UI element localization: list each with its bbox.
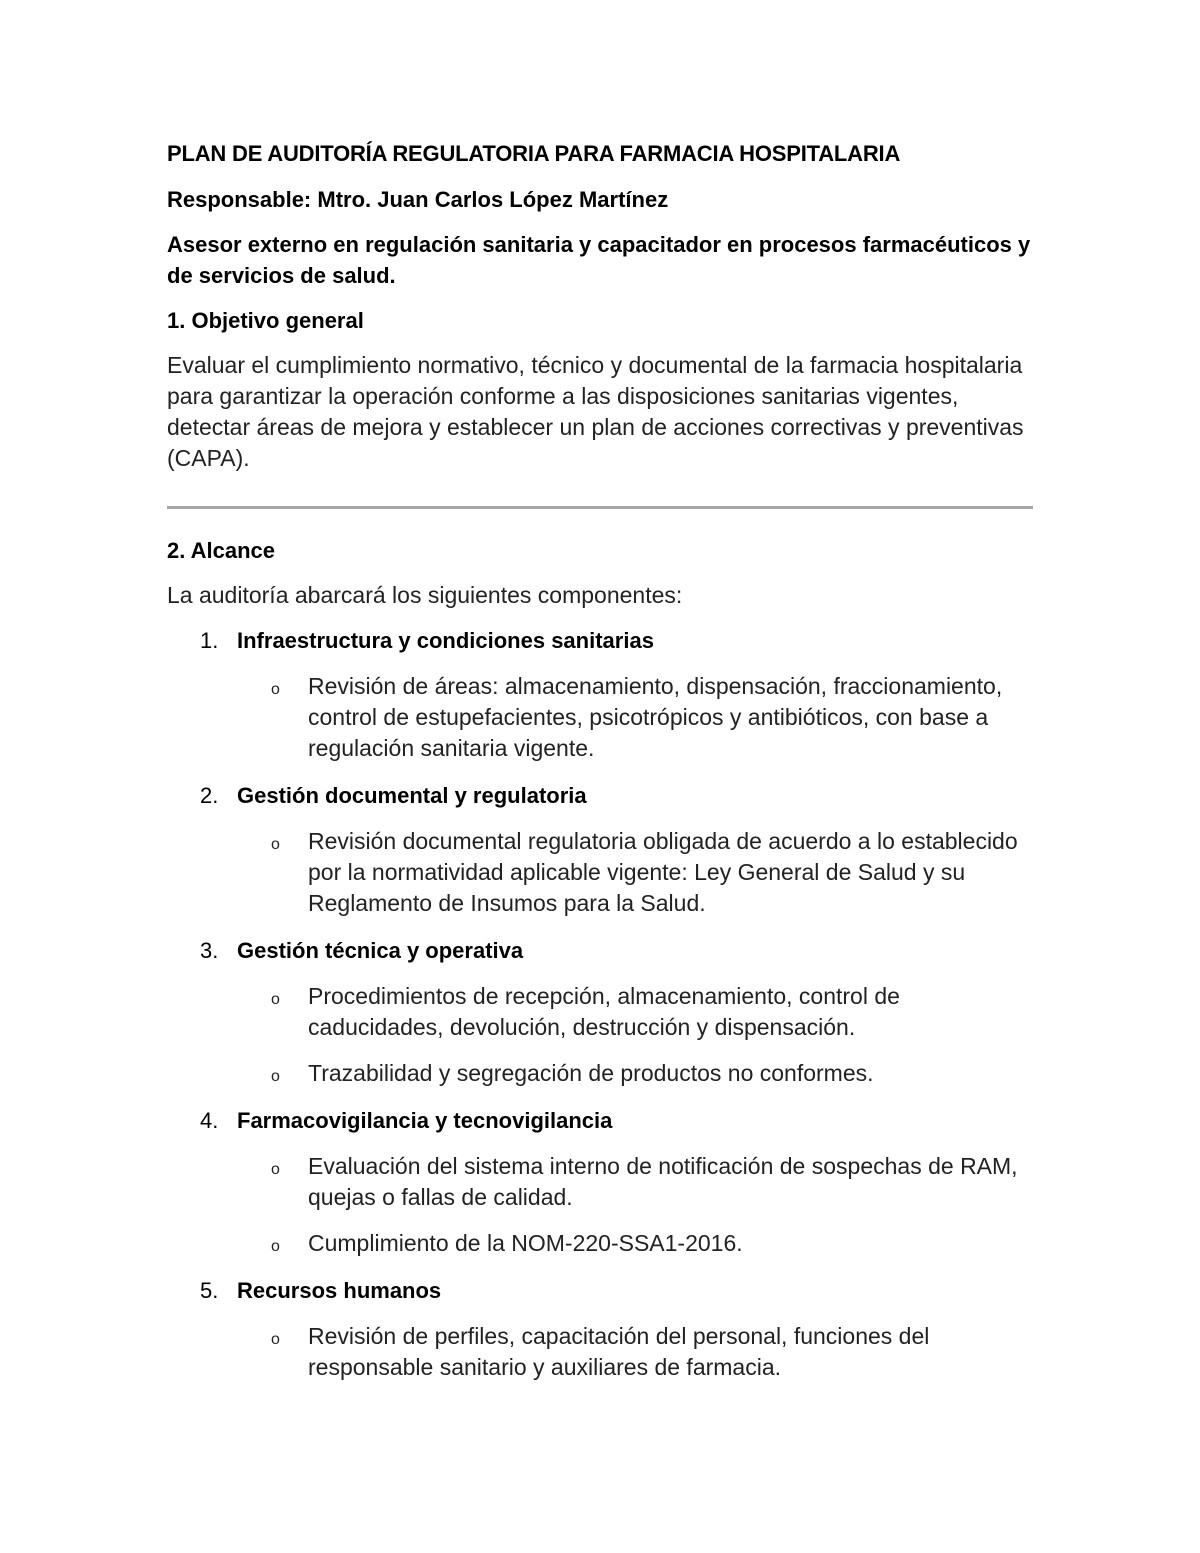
document-title: PLAN DE AUDITORÍA REGULATORIA PARA FARMACIA HOSPITALARIA: [167, 141, 901, 166]
component-heading: [167, 780, 1033, 811]
component-label: Gestión documental y regulatoria: [237, 783, 587, 808]
list-number: 4.: [200, 1108, 219, 1133]
sub-list: [167, 671, 1033, 764]
component-heading: [167, 1275, 1033, 1306]
bullet-icon: o: [271, 991, 280, 1008]
component-heading: [167, 935, 1033, 966]
component-heading: [167, 1105, 1033, 1136]
component-label: Gestión técnica y operativa: [237, 938, 524, 963]
sub-list: [167, 981, 1033, 1089]
list-item: [167, 1105, 1033, 1259]
bullet-icon: o: [271, 1068, 280, 1085]
components-list: [167, 625, 1033, 1383]
sub-list-item: [167, 1151, 1033, 1213]
section-heading-objetivo: 1. Objetivo general: [167, 308, 364, 333]
sub-item-text: Revisión de áreas: almacenamiento, dispensación, fraccionamiento, control de estupefacientes, psicotrópicos y antibióticos, con base a regulación sanitaria vigente.: [308, 673, 1003, 761]
list-item: [167, 625, 1033, 764]
sub-list-item: [167, 826, 1033, 919]
section-heading-alcance: 2. Alcance: [167, 538, 276, 563]
list-item: [167, 1275, 1033, 1383]
list-item: [167, 935, 1033, 1089]
sub-list-item: [167, 1228, 1033, 1259]
component-label: Infraestructura y condiciones sanitarias: [237, 628, 654, 653]
role-line: Asesor externo en regulación sanitaria y capacitador en procesos farmacéuticos y de servicios de salud.: [167, 232, 1031, 288]
objetivo-paragraph: Evaluar el cumplimiento normativo, técnico y documental de la farmacia hospitalaria para garantizar la operación conforme a las disposiciones sanitarias vigentes, detectar áreas de mejora y establecer un plan de acciones correctivas y preventivas (CAPA).: [167, 352, 1024, 471]
sub-item-text: Revisión documental regulatoria obligada de acuerdo a lo establecido por la normatividad aplicable vigente: Ley General de Salud y su Reglamento de Insumos para la Salud.: [308, 828, 1018, 916]
bullet-icon: o: [271, 681, 280, 698]
sub-list: [167, 1151, 1033, 1259]
sub-list: [167, 826, 1033, 919]
sub-item-text: Procedimientos de recepción, almacenamiento, control de caducidades, devolución, destrucción y dispensación.: [308, 983, 900, 1040]
document-page: [167, 138, 1033, 1399]
responsible-line: Responsable: Mtro. Juan Carlos López Martínez: [167, 187, 669, 212]
list-number: 2.: [200, 783, 219, 808]
component-heading: [167, 625, 1033, 656]
sub-list-item: [167, 1321, 1033, 1383]
component-label: Farmacovigilancia y tecnovigilancia: [237, 1108, 613, 1133]
sub-item-text: Cumplimiento de la NOM-220-SSA1-2016.: [308, 1230, 743, 1256]
sub-list-item: [167, 981, 1033, 1043]
sub-item-text: Revisión de perfiles, capacitación del personal, funciones del responsable sanitario y auxiliares de farmacia.: [308, 1323, 930, 1380]
sub-list: [167, 1321, 1033, 1383]
list-number: 1.: [200, 628, 219, 653]
bullet-icon: o: [271, 1331, 280, 1348]
list-number: 3.: [200, 938, 219, 963]
bullet-icon: o: [271, 836, 280, 853]
sub-list-item: [167, 1058, 1033, 1089]
sub-item-text: Trazabilidad y segregación de productos no conformes.: [308, 1060, 874, 1086]
horizontal-divider: [167, 506, 1033, 509]
bullet-icon: o: [271, 1161, 280, 1178]
component-label: Recursos humanos: [237, 1278, 442, 1303]
list-number: 5.: [200, 1278, 219, 1303]
alcance-intro: La auditoría abarcará los siguientes componentes:: [167, 582, 683, 608]
bullet-icon: o: [271, 1238, 280, 1255]
sub-item-text: Evaluación del sistema interno de notificación de sospechas de RAM, quejas o fallas de calidad.: [308, 1153, 1018, 1210]
sub-list-item: [167, 671, 1033, 764]
list-item: [167, 780, 1033, 919]
